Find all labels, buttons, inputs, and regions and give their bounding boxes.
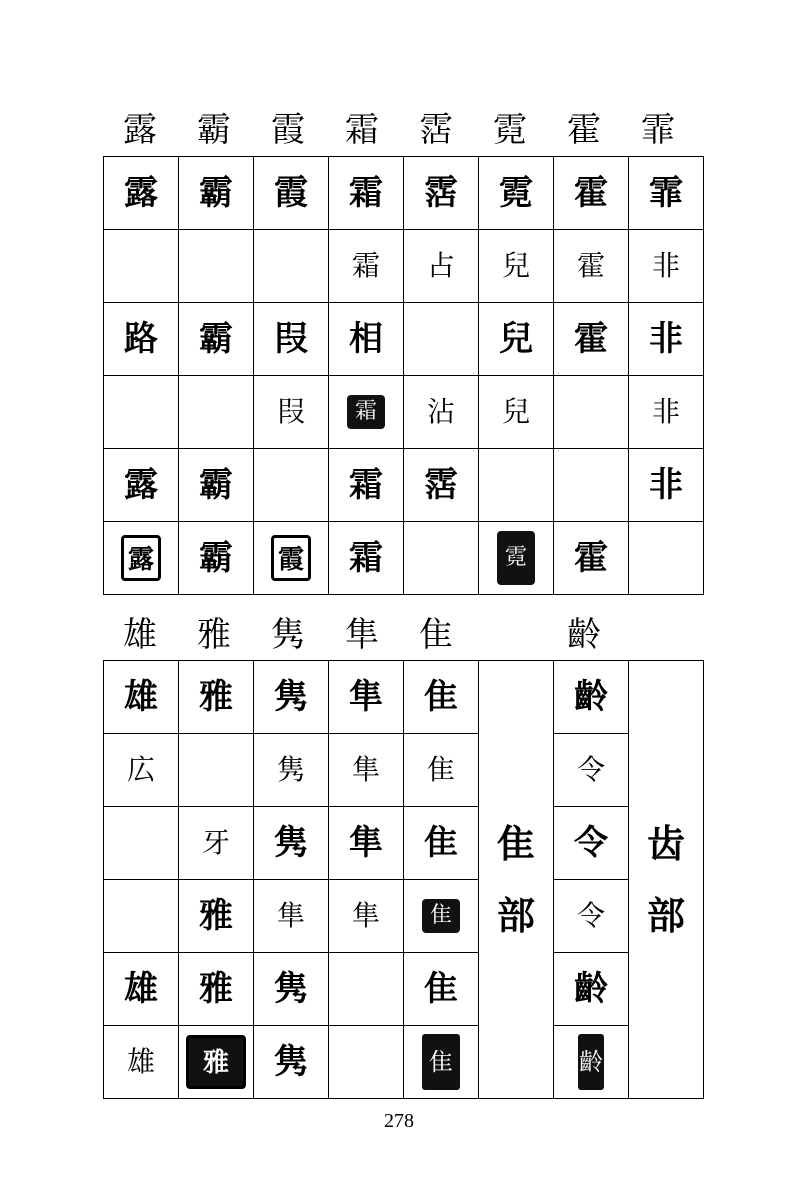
glyph: 霑	[424, 173, 458, 213]
glyph-cell	[329, 230, 404, 303]
glyph: 齡	[574, 969, 608, 1009]
glyph: 雄	[126, 1045, 155, 1078]
glyph: 霏	[649, 173, 683, 213]
header-char: 霓	[493, 110, 527, 150]
glyph-cell	[254, 880, 329, 953]
glyph-cell	[629, 303, 704, 376]
seal-glyph: 露	[121, 535, 161, 581]
glyph-cell	[404, 522, 479, 595]
glyph: 牙	[201, 826, 230, 859]
glyph: 隼	[349, 823, 383, 863]
glyph-cell	[179, 1026, 254, 1099]
header-char: 霞	[271, 110, 305, 150]
table-row	[104, 230, 704, 303]
glyph-cell	[479, 230, 554, 303]
glyph-cell	[104, 157, 179, 230]
glyph-cell	[179, 953, 254, 1026]
glyph-cell	[254, 157, 329, 230]
glyph-cell	[329, 157, 404, 230]
glyph-cell	[104, 807, 179, 880]
radical-label: 部	[496, 893, 535, 938]
glyph-cell	[179, 303, 254, 376]
header-char: 雄	[123, 615, 157, 655]
glyph: 叚	[276, 395, 305, 428]
radical-cell-zhui	[479, 661, 554, 1099]
radical-cell-chi	[629, 661, 704, 1099]
glyph: 兒	[499, 319, 533, 359]
glyph: 隼	[276, 899, 305, 932]
glyph: 霜	[349, 173, 383, 213]
glyph-cell	[179, 807, 254, 880]
glyph: 隼	[351, 753, 380, 786]
glyph-cell	[329, 734, 404, 807]
table-row	[104, 303, 704, 376]
glyph: 霍	[574, 538, 608, 578]
header-char: 霸	[197, 110, 231, 150]
table-row	[104, 1026, 704, 1099]
glyph-cell	[179, 880, 254, 953]
glyph: 隼	[351, 899, 380, 932]
glyph: 霑	[424, 465, 458, 505]
glyph-cell	[104, 880, 179, 953]
seal-glyph: 霞	[271, 535, 311, 581]
glyph: 霍	[574, 173, 608, 213]
glyph-cell	[554, 1026, 629, 1099]
header-char: 齡	[567, 615, 601, 655]
glyph-cell	[629, 449, 704, 522]
radical-label: 齿	[646, 821, 685, 866]
glyph-cell	[404, 807, 479, 880]
glyph-cell	[104, 1026, 179, 1099]
glyph: 沾	[426, 395, 455, 428]
table-row	[104, 157, 704, 230]
glyph-cell	[254, 230, 329, 303]
glyph-cell	[629, 522, 704, 595]
glyph: 隹	[424, 969, 458, 1009]
glyph-cell	[254, 303, 329, 376]
glyph-cell	[554, 449, 629, 522]
glyph: 令	[574, 823, 608, 863]
glyph: 隽	[274, 677, 308, 717]
glyph: 非	[649, 465, 683, 505]
glyph: 非	[651, 395, 680, 428]
glyph: 雅	[199, 896, 233, 936]
glyph-cell	[104, 303, 179, 376]
glyph: 非	[649, 319, 683, 359]
glyph-cell	[329, 449, 404, 522]
glyph-cell	[104, 953, 179, 1026]
glyph: 占	[426, 249, 455, 282]
header-char: 隼	[345, 615, 379, 655]
glyph: 令	[576, 753, 605, 786]
glyph-cell	[554, 157, 629, 230]
glyph-cell	[254, 1026, 329, 1099]
glyph: 霸	[199, 319, 233, 359]
glyph: 齡	[574, 677, 608, 717]
glyph-cell	[404, 230, 479, 303]
section1-header-row	[103, 107, 695, 153]
glyph: 雅	[199, 677, 233, 717]
radical-label: 部	[646, 893, 685, 938]
glyph: 雄	[124, 677, 158, 717]
glyph: 霍	[576, 249, 605, 282]
glyph-cell	[404, 376, 479, 449]
glyph-cell	[404, 953, 479, 1026]
glyph-cell	[554, 522, 629, 595]
table-row	[104, 376, 704, 449]
glyph-cell	[554, 230, 629, 303]
glyph-cell	[479, 376, 554, 449]
section1-grid	[103, 156, 704, 595]
glyph-cell	[479, 449, 554, 522]
glyph-cell	[104, 661, 179, 734]
glyph: 隹	[424, 823, 458, 863]
header-char: 隹	[419, 615, 453, 655]
glyph-cell	[554, 303, 629, 376]
glyph: 霸	[199, 173, 233, 213]
page-number: 278	[384, 1110, 414, 1132]
glyph-cell	[404, 1026, 479, 1099]
glyph-cell	[179, 376, 254, 449]
glyph-cell	[479, 303, 554, 376]
glyph: 霞	[274, 173, 308, 213]
glyph-cell	[329, 807, 404, 880]
table-row	[104, 807, 704, 880]
glyph: 霓	[499, 173, 533, 213]
glyph: 隹	[424, 677, 458, 717]
table-row	[104, 880, 704, 953]
glyph: 霜	[349, 465, 383, 505]
glyph-cell	[329, 1026, 404, 1099]
section2-grid	[103, 660, 704, 1099]
glyph-cell	[254, 661, 329, 734]
glyph-cell	[179, 522, 254, 595]
glyph-cell	[329, 880, 404, 953]
glyph: 隽	[276, 753, 305, 786]
glyph-cell	[554, 880, 629, 953]
glyph-cell	[629, 376, 704, 449]
glyph-cell	[404, 661, 479, 734]
seal-glyph: 雅	[186, 1035, 246, 1089]
glyph: 霜	[349, 538, 383, 578]
glyph-cell	[404, 734, 479, 807]
glyph: 霸	[199, 538, 233, 578]
table-row	[104, 661, 704, 734]
glyph-cell	[554, 734, 629, 807]
glyph: 隼	[349, 677, 383, 717]
glyph: 霜	[347, 395, 385, 429]
glyph: 霸	[199, 465, 233, 505]
table-row	[104, 522, 704, 595]
glyph-cell	[404, 303, 479, 376]
glyph: 隽	[274, 1042, 308, 1082]
header-char: 隽	[271, 615, 305, 655]
glyph-cell	[104, 734, 179, 807]
glyph: 隹	[422, 899, 460, 933]
glyph: 隽	[274, 969, 308, 1009]
glyph: 隹	[426, 753, 455, 786]
header-char: 霑	[419, 110, 453, 150]
glyph-cell	[254, 376, 329, 449]
glyph-cell	[554, 807, 629, 880]
glyph-cell	[479, 522, 554, 595]
header-char: 雅	[197, 615, 231, 655]
glyph: 霜	[351, 249, 380, 282]
glyph-cell	[179, 661, 254, 734]
glyph-cell	[254, 449, 329, 522]
glyph-cell	[179, 230, 254, 303]
glyph: 相	[349, 319, 383, 359]
glyph-cell	[479, 157, 554, 230]
glyph-cell	[179, 734, 254, 807]
glyph-cell	[254, 953, 329, 1026]
header-char: 露	[123, 110, 157, 150]
glyph-cell	[254, 522, 329, 595]
glyph-cell	[554, 661, 629, 734]
glyph: 兒	[501, 395, 530, 428]
glyph-cell	[629, 157, 704, 230]
glyph-cell	[104, 230, 179, 303]
rubbing-glyph: 隹	[422, 1034, 460, 1090]
glyph: 霓	[497, 531, 535, 585]
glyph-cell	[329, 522, 404, 595]
table-row	[104, 953, 704, 1026]
glyph-cell	[329, 953, 404, 1026]
header-char: 霍	[567, 110, 601, 150]
glyph: 兒	[501, 249, 530, 282]
radical-label: 隹	[496, 821, 535, 866]
glyph-cell	[404, 880, 479, 953]
glyph: 叚	[274, 319, 308, 359]
glyph: 路	[124, 319, 158, 359]
table-row	[104, 449, 704, 522]
glyph-cell	[329, 303, 404, 376]
glyph: 非	[651, 249, 680, 282]
glyph-cell	[179, 157, 254, 230]
glyph: 隽	[274, 823, 308, 863]
glyph-cell	[554, 376, 629, 449]
glyph-cell	[329, 376, 404, 449]
glyph-cell	[104, 449, 179, 522]
glyph-cell	[404, 157, 479, 230]
glyph-cell	[329, 661, 404, 734]
glyph: 雅	[199, 969, 233, 1009]
glyph-cell	[104, 376, 179, 449]
glyph: 雄	[124, 969, 158, 1009]
glyph: 露	[124, 173, 158, 213]
section2-header-row	[103, 612, 695, 658]
glyph: 露	[124, 465, 158, 505]
glyph-cell	[254, 807, 329, 880]
glyph: 広	[126, 753, 155, 786]
glyph: 令	[576, 899, 605, 932]
glyph-cell	[554, 953, 629, 1026]
table-row	[104, 734, 704, 807]
glyph: 霍	[574, 319, 608, 359]
glyph-cell	[179, 449, 254, 522]
header-char: 霏	[641, 110, 675, 150]
glyph-cell	[254, 734, 329, 807]
glyph-cell	[629, 230, 704, 303]
header-char: 霜	[345, 110, 379, 150]
glyph-cell	[404, 449, 479, 522]
rubbing-glyph: 齡	[578, 1034, 604, 1090]
glyph-cell	[104, 522, 179, 595]
